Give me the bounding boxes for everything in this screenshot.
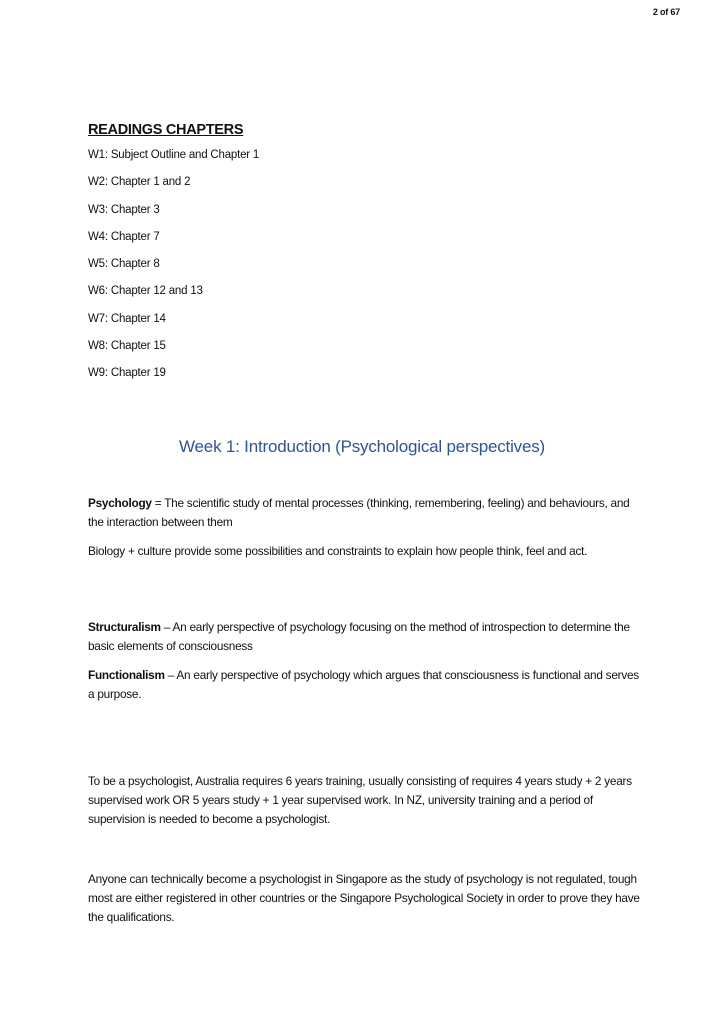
functionalism-term: Functionalism <box>88 668 165 682</box>
reading-item-w2: W2: Chapter 1 and 2 <box>88 176 191 189</box>
structuralism-definition-text: – An early perspective of psychology focusing on the method of introspection to determine the basic elements of consciousness <box>88 620 630 653</box>
singapore-paragraph: Anyone can technically become a psychologist in Singapore as the study of psychology is not regulated, tough most are either registered in other countries or the Singapore Psychological Society in order to prove they have the qualifications. <box>88 872 640 924</box>
reading-item-w8: W8: Chapter 15 <box>88 340 166 353</box>
functionalism-definition-text: – An early perspective of psychology which argues that consciousness is functional and serves a purpose. <box>88 668 639 701</box>
reading-item-w4: W4: Chapter 7 <box>88 230 160 243</box>
reading-item-w9: W9: Chapter 19 <box>88 367 166 380</box>
week-1-heading: Week 1: Introduction (Psychological perspectives) <box>179 437 545 456</box>
reading-item-w6: W6: Chapter 12 and 13 <box>88 285 203 298</box>
reading-item-w1: W1: Subject Outline and Chapter 1 <box>88 149 260 161</box>
biology-culture-paragraph: Biology + culture provide some possibilities and constraints to explain how people think, feel and act. <box>88 544 588 558</box>
readings-title: READINGS CHAPTERS <box>88 122 244 138</box>
functionalism-definition <box>88 666 648 704</box>
psychology-definition <box>88 494 648 532</box>
structuralism-definition <box>88 618 648 656</box>
reading-item-w7: W7: Chapter 14 <box>88 312 166 325</box>
psychology-definition-text: = The scientific study of mental processes (thinking, remembering, feeling) and behaviours, and the interaction between them <box>88 496 630 529</box>
psychology-term: Psychology <box>88 496 152 510</box>
australia-nz-paragraph: To be a psychologist, Australia requires 6 years training, usually consisting of requires 4 years study + 2 years supervised work OR 5 years study + 1 year supervised work. In NZ, university training and a period of supervision is needed to become a psychologist. <box>88 774 632 826</box>
reading-item-w5: W5: Chapter 8 <box>88 258 160 271</box>
structuralism-term: Structuralism <box>88 620 161 634</box>
page-number: 2 of 67 <box>652 7 680 17</box>
readings-list <box>88 148 648 394</box>
reading-item-w3: W3: Chapter 3 <box>88 203 160 216</box>
readings-section <box>88 122 648 394</box>
